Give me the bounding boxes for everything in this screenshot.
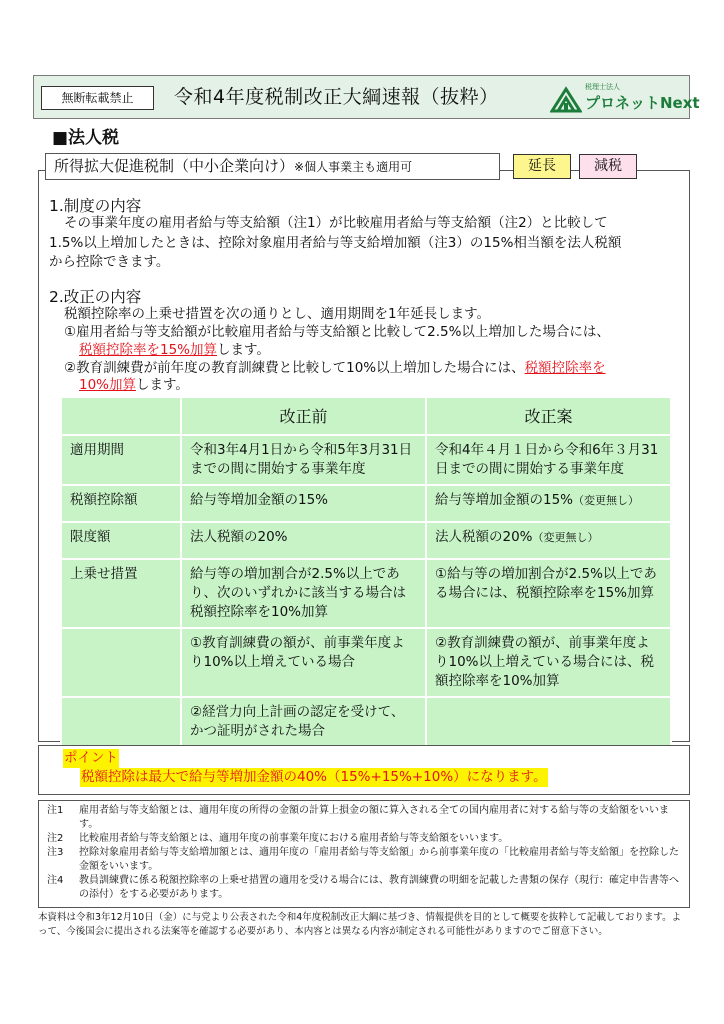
table-row xyxy=(61,435,671,485)
row-label: 適用期間 xyxy=(61,435,181,485)
cell-after: 法人税額の20%（変更無し） xyxy=(426,522,671,559)
company-logo xyxy=(548,79,700,117)
document-title: 令和4年度税制改正大綱速報（抜粋） xyxy=(174,86,499,108)
revision-item-2-line-2: 10%加算します。 xyxy=(79,377,189,393)
box-title xyxy=(45,153,500,180)
table-header-empty xyxy=(61,397,181,435)
cell-before: ①教育訓練費の額が、前事業年度より10%以上増えている場合 xyxy=(181,628,426,697)
cell-before: 給与等増加金額の15% xyxy=(181,485,426,522)
row-label xyxy=(61,697,181,747)
note-number: 注1 xyxy=(47,805,64,816)
point-box xyxy=(38,745,690,795)
table-header-row xyxy=(61,397,671,435)
note-text: 教員訓練費に係る税額控除率の上乗せ措置の適用を受ける場合には、教育訓練費の明細を記載した書類の保存（現行：確定申告書等への添付）をする必要があります。 xyxy=(79,875,679,900)
cell-after: 令和4年４月１日から令和6年３月31日までの間に開始する事業年度 xyxy=(426,435,671,485)
note-number: 注2 xyxy=(47,833,64,844)
revision-heading: 2.改正の内容 xyxy=(49,288,142,306)
revision-item-1-line-1: ①雇用者給与等支給額が比較雇用者給与等支給額と比較して2.5%以上増加した場合には、 xyxy=(64,324,610,340)
system-line-1: その事業年度の雇用者給与等支給額（注1）が比較雇用者給与等支給額（注2）と比較して xyxy=(64,215,608,231)
section-title: ■法人税 xyxy=(52,128,120,148)
no-reprint-stamp: 無断転載禁止 xyxy=(41,86,154,110)
revision-item-2-line-1: ②教育訓練費が前年度の教育訓練費と比較して10%以上増加した場合には、税額控除率を xyxy=(64,360,606,376)
row-label xyxy=(61,628,181,697)
note-text: 雇用者給与等支給額とは、適用年度の所得の金額の計算上損金の額に算入される全ての国内雇用者に対する給与等の支給額をいいます。 xyxy=(79,805,669,830)
cell-before: 令和3年4月1日から令和5年3月31日までの間に開始する事業年度 xyxy=(181,435,426,485)
tag-reduction: 減税 xyxy=(579,154,637,179)
row-label: 上乗せ措置 xyxy=(61,559,181,628)
revision-item-1-line-2: 税額控除率を15%加算します。 xyxy=(79,342,270,358)
logo-subtitle: 税理士法人 xyxy=(585,83,620,91)
note-number: 注3 xyxy=(47,847,64,858)
note-number: 注4 xyxy=(47,875,64,886)
logo-mark-icon xyxy=(550,83,582,113)
system-heading: 1.制度の内容 xyxy=(49,197,142,215)
footer-disclaimer: 本資料は令和3年12月10日（金）に与党より公表された令和4年度税制改正大綱に基づき、情報提供を目的として概要を抜粋して記載しております。よって、今後国会に提出される法案等を確認する必要があり、本内容とは異なる内容が制定される可能性がありますのでご留意下さい。 xyxy=(38,912,682,937)
cell-before: 法人税額の20% xyxy=(181,522,426,559)
revision-item-2-highlight-b: 10%加算 xyxy=(79,377,137,393)
cell-after: ②教育訓練費の額が、前事業年度より10%以上増えている場合には、税額控除率を10%加算 xyxy=(426,628,671,697)
unchanged-note: （変更無し） xyxy=(573,494,640,507)
cell-before: 給与等の増加割合が2.5%以上であり、次のいずれかに該当する場合は税額控除率を10%加算 xyxy=(181,559,426,628)
note-text: 控除対象雇用者給与等支給増加額とは、適用年度の「雇用者給与等支給額」から前事業年度の「比較雇用者給与等支給額」を控除した金額をいいます。 xyxy=(79,847,679,872)
tag-extension: 延長 xyxy=(513,154,571,179)
point-title: ポイント xyxy=(64,750,118,766)
table-row xyxy=(61,697,671,747)
point-text: 税額控除は最大で給与等増加金額の40%（15%+15%+10%）になります。 xyxy=(81,769,547,785)
cell-after xyxy=(426,697,671,747)
table-header-after: 改正案 xyxy=(426,397,671,435)
table-header-before: 改正前 xyxy=(181,397,426,435)
system-line-2: 1.5%以上増加したときは、控除対象雇用者給与等支給増加額（注3）の15%相当額を法人税額 xyxy=(49,235,622,251)
row-label: 税額控除額 xyxy=(61,485,181,522)
system-line-3: から控除できます。 xyxy=(49,254,170,270)
box-title-note: ※個人事業主も適用可 xyxy=(294,160,413,174)
table-row xyxy=(61,522,671,559)
unchanged-note: （変更無し） xyxy=(532,531,599,544)
logo-name: プロネットNext xyxy=(585,94,700,112)
cell-after: ①給与等の増加割合が2.5%以上である場合には、税額控除率を15%加算 xyxy=(426,559,671,628)
table-row xyxy=(61,559,671,628)
comparison-table xyxy=(60,396,672,748)
revision-item-2-highlight-a: 税額控除率を xyxy=(524,360,606,376)
notes-box xyxy=(38,800,690,908)
row-label: 限度額 xyxy=(61,522,181,559)
note-text: 比較雇用者給与等支給額とは、適用年度の前事業年度における雇用者給与等支給額をいいます。 xyxy=(79,833,509,844)
cell-before: ②経営力向上計画の認定を受けて、かつ証明がされた場合 xyxy=(181,697,426,747)
cell-after: 給与等増加金額の15%（変更無し） xyxy=(426,485,671,522)
table-row xyxy=(61,628,671,697)
table-row xyxy=(61,485,671,522)
revision-item-1-highlight: 税額控除率を15%加算 xyxy=(79,342,218,358)
header-band xyxy=(33,75,700,119)
box-title-text: 所得拡大促進税制（中小企業向け） xyxy=(54,157,295,175)
revision-intro: 税額控除率の上乗せ措置を次の通りとし、適用期間を1年延長します。 xyxy=(64,306,491,322)
